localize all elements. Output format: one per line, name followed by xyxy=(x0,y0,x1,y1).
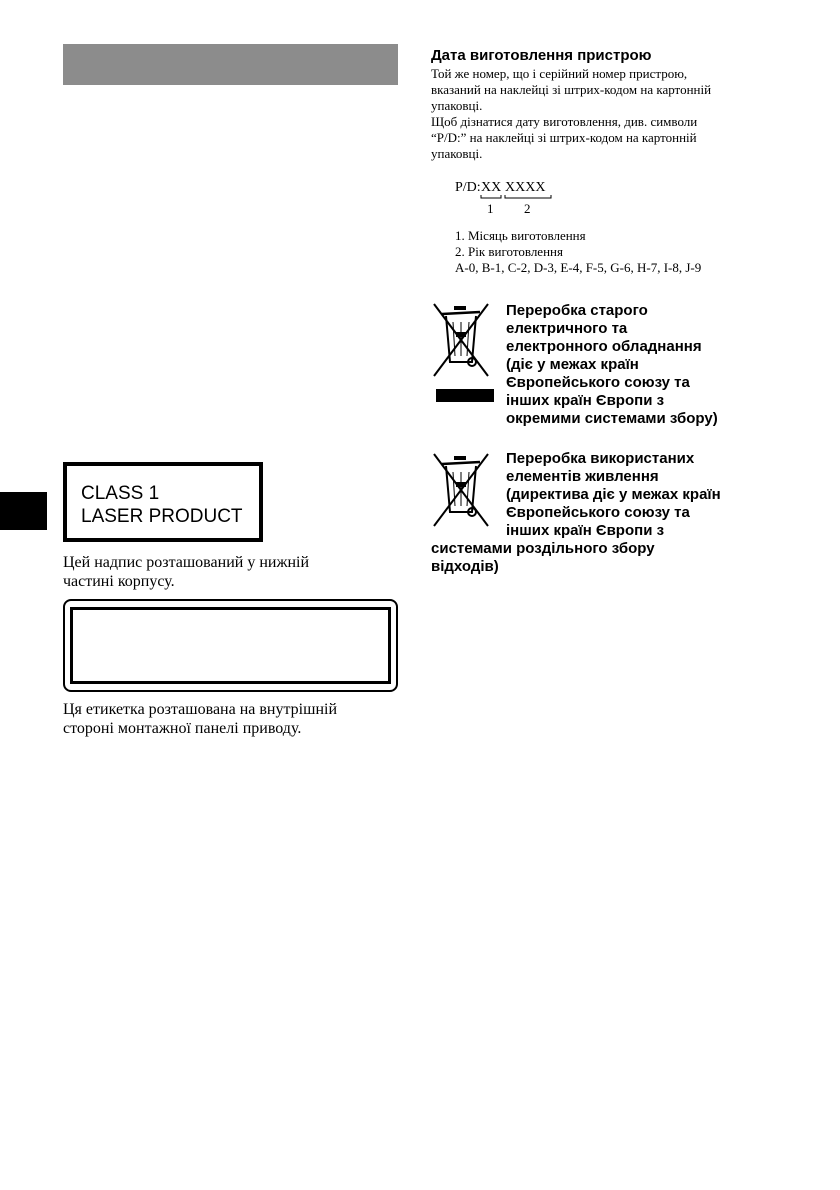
caption-line: Ця етикетка розташована на внутрішній xyxy=(63,701,338,718)
caption-line: стороні монтажної панелі приводу. xyxy=(63,720,302,737)
bracket-1 xyxy=(481,195,501,198)
bracket-2 xyxy=(505,195,551,198)
heading-line: елементів живлення xyxy=(506,468,659,485)
pd-part1: XX xyxy=(481,180,502,195)
pd-prefix: P/D: xyxy=(455,180,481,195)
heading-line: інших країн Європи з xyxy=(506,392,665,409)
pd-code-diagram xyxy=(455,178,575,218)
inner-caution-label-frame xyxy=(63,599,398,692)
paragraph-line: “P/D:” на наклейці зі штрих-кодом на картонній xyxy=(431,130,697,145)
recycling-batteries-heading-continued xyxy=(431,540,791,576)
class-label-caption xyxy=(63,553,393,591)
heading-line: (директива діє у межах країн xyxy=(506,486,721,503)
crossed-bin-icon xyxy=(428,300,494,382)
heading-line: Європейського союзу та xyxy=(506,374,690,391)
pd-legend xyxy=(455,228,785,276)
heading-line: електронного обладнання xyxy=(506,338,702,355)
page-side-tab xyxy=(0,492,47,530)
heading-line: (діє у межах країн xyxy=(506,356,639,373)
manufacture-date-paragraph xyxy=(431,66,776,162)
heading-line: окремими системами збору) xyxy=(506,410,718,427)
legend-item: 1. Місяць виготовлення xyxy=(455,228,586,243)
heading-line: електричного та xyxy=(506,320,628,337)
paragraph-line: вказаний на наклейці зі штрих-кодом на картонній xyxy=(431,82,712,97)
caption-line: частині корпусу. xyxy=(63,573,175,590)
heading-line: Переробка старого xyxy=(506,302,648,319)
pd-marker1: 1 xyxy=(487,201,494,216)
recycling-electrical-heading xyxy=(506,302,796,428)
class1-laser-label xyxy=(63,462,263,542)
heading-line: Переробка використаних xyxy=(506,450,695,467)
paragraph-line: Щоб дізнатися дату виготовлення, див. символи xyxy=(431,114,698,129)
section-header-bar xyxy=(63,44,398,85)
class-label-line1: CLASS 1 xyxy=(81,483,160,504)
inner-label-caption xyxy=(63,700,403,738)
pd-part2: XXXX xyxy=(505,180,546,195)
heading-line: Європейського союзу та xyxy=(506,504,690,521)
paragraph-line: упаковці. xyxy=(431,146,483,161)
inner-caution-label-box xyxy=(70,607,391,684)
legend-item: A-0, B-1, C-2, D-3, E-4, F-5, G-6, H-7, I-8, J-9 xyxy=(455,260,702,275)
caption-line: Цей надпис розташований у нижній xyxy=(63,554,310,571)
paragraph-line: упаковці. xyxy=(431,98,483,113)
heading-line: відходів) xyxy=(431,558,499,575)
weee-solid-bar xyxy=(436,389,494,402)
heading-line: інших країн Європи з xyxy=(506,522,665,539)
pd-marker2: 2 xyxy=(524,201,531,216)
heading-line: системами роздільного збору xyxy=(431,540,655,557)
crossed-bin-battery-icon xyxy=(428,450,494,532)
class-label-line2: LASER PRODUCT xyxy=(81,506,243,527)
manufacture-date-heading: Дата виготовлення пристрою xyxy=(431,47,652,64)
legend-item: 2. Рік виготовлення xyxy=(455,244,563,259)
recycling-batteries-heading xyxy=(506,450,796,540)
paragraph-line: Той же номер, що і серійний номер пристрою, xyxy=(431,66,688,81)
